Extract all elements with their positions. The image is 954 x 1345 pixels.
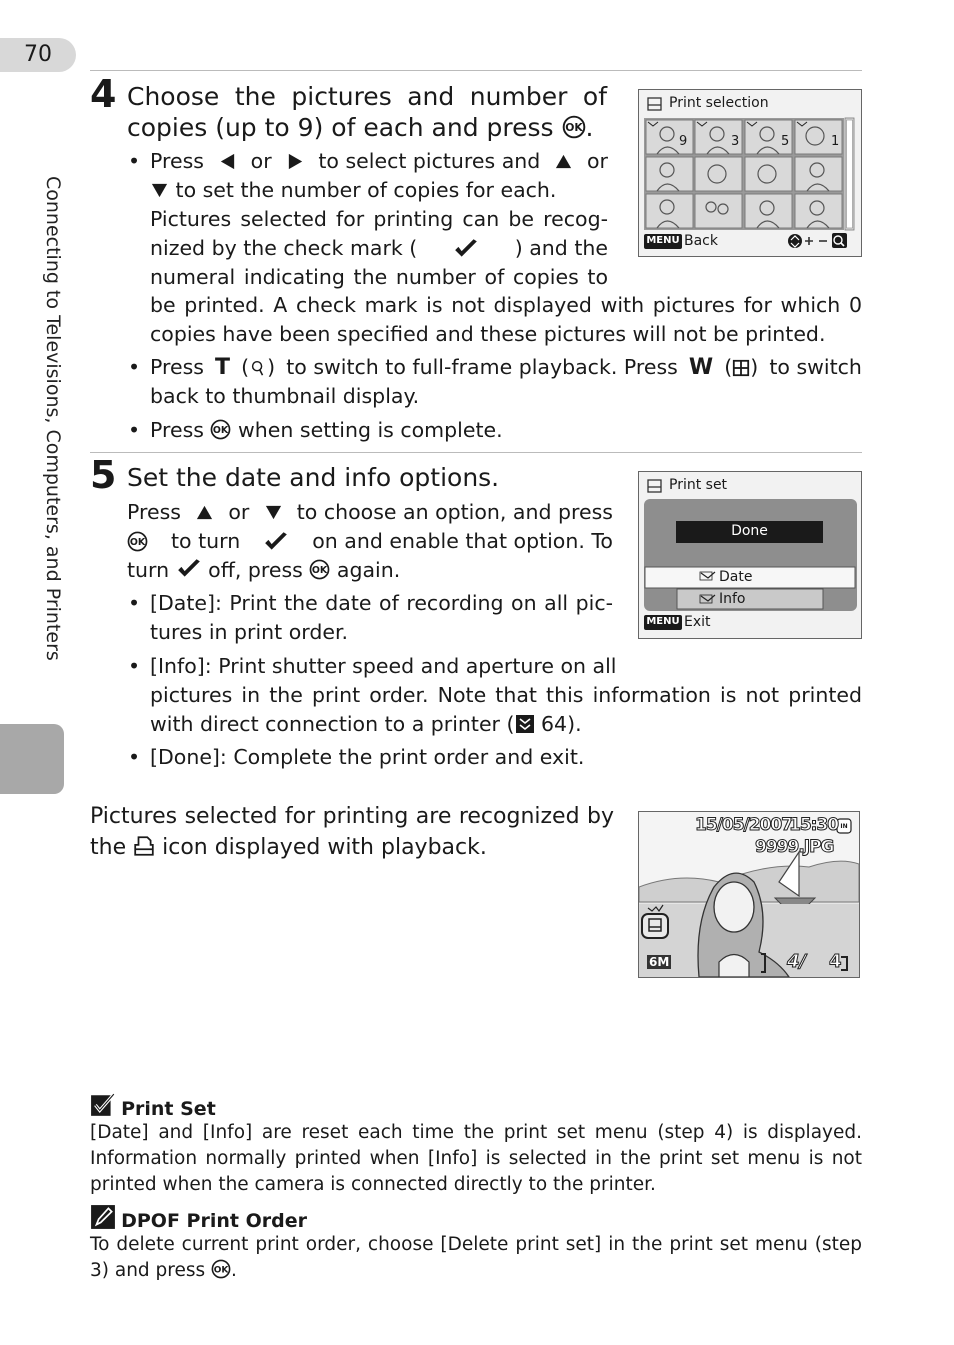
print-mark-icon — [642, 914, 668, 938]
screen-title: Print set — [669, 477, 728, 493]
section-tab — [0, 724, 64, 794]
print-selection-screen — [638, 89, 862, 257]
up-arrow-icon — [554, 152, 573, 171]
ok-button-icon — [309, 559, 330, 580]
menu-key-label: MENU — [646, 616, 680, 627]
date-stamp: 15/05/2007 — [695, 815, 793, 835]
right-arrow-icon — [286, 152, 305, 171]
recognition-paragraph: Pictures selected for printing are recognized by the icon displayed with playback. — [90, 804, 614, 860]
dpof-note-body: To delete current print order, choose [Delete print set] in the print set menu (step 3) and press . — [90, 1234, 862, 1281]
step-4-bullet-1: • Press or to select pictures and or to set the number of copies for each. Pictures selected for printing can be recog- nized by the check mark ( ) and the numeral indicating the number of copies to — [128, 149, 608, 289]
page-number: 70 — [0, 38, 76, 72]
date-option[interactable]: Date — [719, 569, 753, 585]
print-set-note-header: Print Set — [90, 1092, 216, 1120]
step-5-paragraph: Press or to choose an option, and press to turn on and enable that option. To turn off, press again. — [127, 500, 613, 582]
divider — [90, 70, 862, 71]
nav-icons — [788, 233, 847, 248]
down-arrow-icon — [264, 503, 283, 522]
divider — [90, 452, 862, 453]
copy-count: 5 — [781, 134, 790, 149]
step-4-bullet-3: • Press when setting is complete. — [128, 418, 503, 442]
ok-button-icon — [127, 531, 148, 552]
file-name: 9999.JPG — [755, 837, 834, 857]
dpof-note-header: DPOF Print Order — [90, 1204, 307, 1232]
step-5-title: Set the date and info options. — [127, 463, 500, 492]
down-arrow-icon — [150, 181, 169, 200]
copy-count: 1 — [831, 134, 840, 149]
step-5-bullet-info: • [Info]: Print shutter speed and aperture on all pictures in the print order. Note that this information is not printed with direct connection to a printer ( 64). — [128, 654, 862, 736]
check-mark-icon — [263, 531, 289, 553]
left-arrow-icon — [218, 152, 237, 171]
print-icon — [133, 835, 155, 857]
time-stamp: 15:30 — [789, 815, 839, 835]
copy-count: 3 — [731, 134, 740, 149]
internal-memory-badge: IN — [840, 823, 848, 830]
page-reference-icon — [515, 714, 535, 734]
frame-number: 4/ — [787, 951, 807, 972]
step-5-number: 5 — [90, 453, 117, 497]
exit-label: Exit — [684, 614, 711, 630]
step-5-bullet-date: • [Date]: Print the date of recording on all pic- tures in print order. — [128, 591, 613, 644]
step-4-bullet-2: • Press T ( ) to switch to full-frame playback. Press W ( ) to switch back to thumbnail display. — [128, 355, 862, 408]
ok-button-icon — [562, 115, 586, 139]
back-label: Back — [684, 233, 718, 249]
ok-button-icon — [211, 1259, 231, 1279]
copy-count: 9 — [679, 134, 688, 149]
info-option[interactable]: Info — [719, 591, 746, 607]
step-5-bullet-done: • [Done]: Complete the print order and exit. — [128, 745, 585, 769]
up-arrow-icon — [195, 503, 214, 522]
check-mark-icon — [453, 238, 479, 260]
ok-button-icon — [210, 419, 231, 440]
step-4-number: 4 — [90, 72, 117, 116]
check-mark-icon — [176, 558, 202, 580]
printer-icon — [648, 480, 661, 492]
image-size-badge: 6M — [649, 955, 670, 969]
done-option[interactable]: Done — [731, 523, 768, 539]
printer-icon — [648, 98, 661, 110]
zoom-icon — [249, 359, 267, 377]
step-4-bullet-1-cont: be printed. A check mark is not displayed with pictures for which 0 copies have been specified and these pictures will not be printed. — [150, 293, 862, 346]
checkbox-icon — [90, 1092, 116, 1118]
thumbnail-icon — [732, 359, 750, 377]
screen-title: Print selection — [669, 95, 769, 111]
section-side-label: Connecting to Televisions, Computers, and Printers — [42, 176, 64, 661]
playback-screen — [638, 811, 860, 978]
menu-key-label: MENU — [646, 235, 680, 246]
step-4-title-line1: Choose the pictures and number of — [127, 82, 607, 111]
print-set-note-body: [Date] and [Info] are reset each time the print set menu (step 4) is displayed. Information normally printed when [Info] is selected in the print set menu is not printed when the camera is connected directly to the printer. — [90, 1122, 862, 1195]
step-4-title-line2: copies (up to 9) of each and press . — [127, 113, 594, 142]
pencil-icon — [90, 1204, 116, 1230]
print-set-screen — [638, 471, 862, 639]
remaining-count: 4 — [829, 951, 842, 972]
